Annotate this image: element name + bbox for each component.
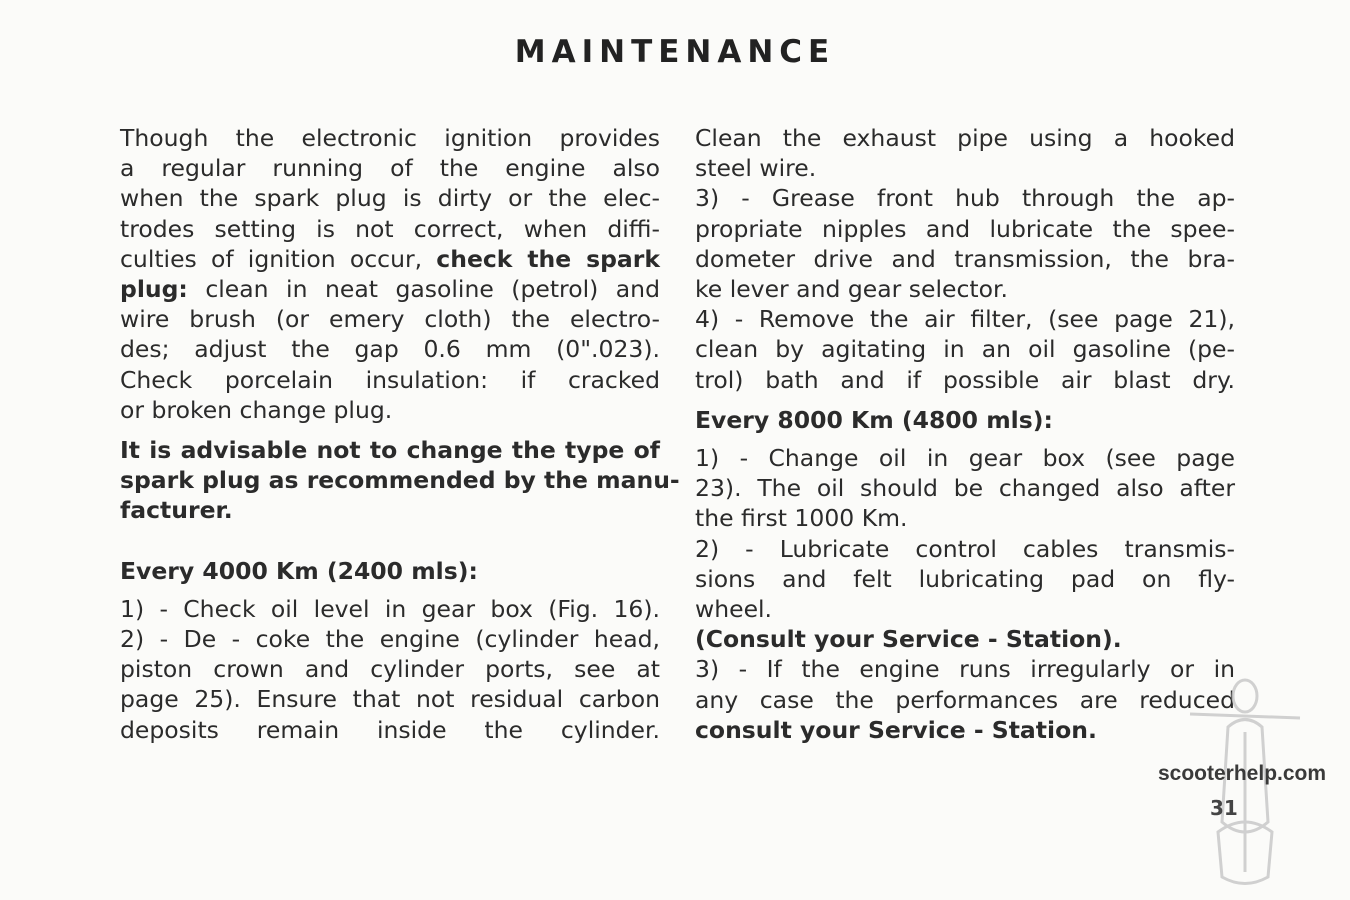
list-item: page 25). Ensure that not residual carbon bbox=[120, 685, 660, 714]
list-item: 1) - Check oil level in gear box (Fig. 16). bbox=[120, 594, 660, 623]
bold-phrase: check the spark bbox=[436, 244, 660, 273]
text-line: dometer drive and transmission, the bra- bbox=[695, 244, 1235, 273]
list-item: deposits remain inside the cylinder. bbox=[120, 715, 660, 744]
text-line: 3) - Grease front hub through the ap- bbox=[695, 184, 1235, 213]
warning-line: facturer. bbox=[120, 496, 233, 525]
text-line: ke lever and gear selector. bbox=[695, 275, 1008, 304]
text-line: des; adjust the gap 0.6 mm (0".023). bbox=[120, 335, 660, 364]
section-heading-4000km: Every 4000 Km (2400 mls): bbox=[120, 556, 478, 585]
list-item: wheel. bbox=[695, 595, 773, 624]
section-heading-8000km: Every 8000 Km (4800 mls): bbox=[695, 405, 1053, 434]
list-item: 1) - Change oil in gear box (see page bbox=[695, 444, 1235, 473]
watermark-text: scooterhelp.com bbox=[1158, 762, 1327, 785]
left-column bbox=[120, 123, 680, 745]
text-line bbox=[120, 244, 660, 274]
text-segment: culties of ignition occur, bbox=[120, 244, 437, 273]
bold-phrase: plug: bbox=[120, 275, 188, 304]
text-line: 4) - Remove the air filter, (see page 21), bbox=[695, 305, 1235, 334]
text-line: wire brush (or emery cloth) the electro- bbox=[120, 305, 660, 334]
text-line: when the spark plug is dirty or the elec- bbox=[120, 184, 660, 213]
text-line: a regular running of the engine also bbox=[120, 154, 660, 183]
list-item: any case the performances are reduced bbox=[695, 685, 1235, 714]
page-number: 31 bbox=[1210, 796, 1238, 820]
consult-note: (Consult your Service - Station). bbox=[695, 625, 1122, 654]
right-column bbox=[695, 123, 1235, 745]
consult-note: consult your Service - Station. bbox=[695, 715, 1097, 744]
text-line: Though the electronic ignition provides bbox=[120, 124, 660, 152]
text-line: Check porcelain insulation: if cracked bbox=[120, 365, 660, 394]
text-line: steel wire. bbox=[695, 154, 817, 183]
text-line: or broken change plug. bbox=[120, 395, 393, 424]
list-item: sions and felt lubricating pad on fly- bbox=[695, 564, 1235, 593]
list-item: the first 1000 Km. bbox=[695, 504, 908, 533]
text-line: trodes setting is not correct, when diffi- bbox=[120, 214, 660, 243]
list-item: 23). The oil should be changed also after bbox=[695, 474, 1235, 503]
text-line: Clean the exhaust pipe using a hooked bbox=[695, 124, 1235, 152]
warning-line: It is advisable not to change the type of bbox=[120, 436, 660, 465]
text-line bbox=[120, 274, 660, 304]
text-segment: clean in neat gasoline (petrol) and bbox=[187, 275, 660, 304]
warning-line: spark plug as recommended by the manu- bbox=[120, 466, 680, 495]
text-line: trol) bath and if possible air blast dry. bbox=[695, 365, 1235, 394]
list-item: piston crown and cylinder ports, see at bbox=[120, 655, 660, 684]
list-item: 2) - Lubricate control cables transmis- bbox=[695, 534, 1235, 563]
list-item: 3) - If the engine runs irregularly or in bbox=[695, 655, 1235, 684]
text-line: clean by agitating in an oil gasoline (pe- bbox=[695, 335, 1235, 364]
page-title: MAINTENANCE bbox=[514, 34, 836, 70]
text-line: propriate nipples and lubricate the spee- bbox=[695, 214, 1235, 243]
list-item: 2) - De - coke the engine (cylinder head, bbox=[120, 625, 660, 654]
